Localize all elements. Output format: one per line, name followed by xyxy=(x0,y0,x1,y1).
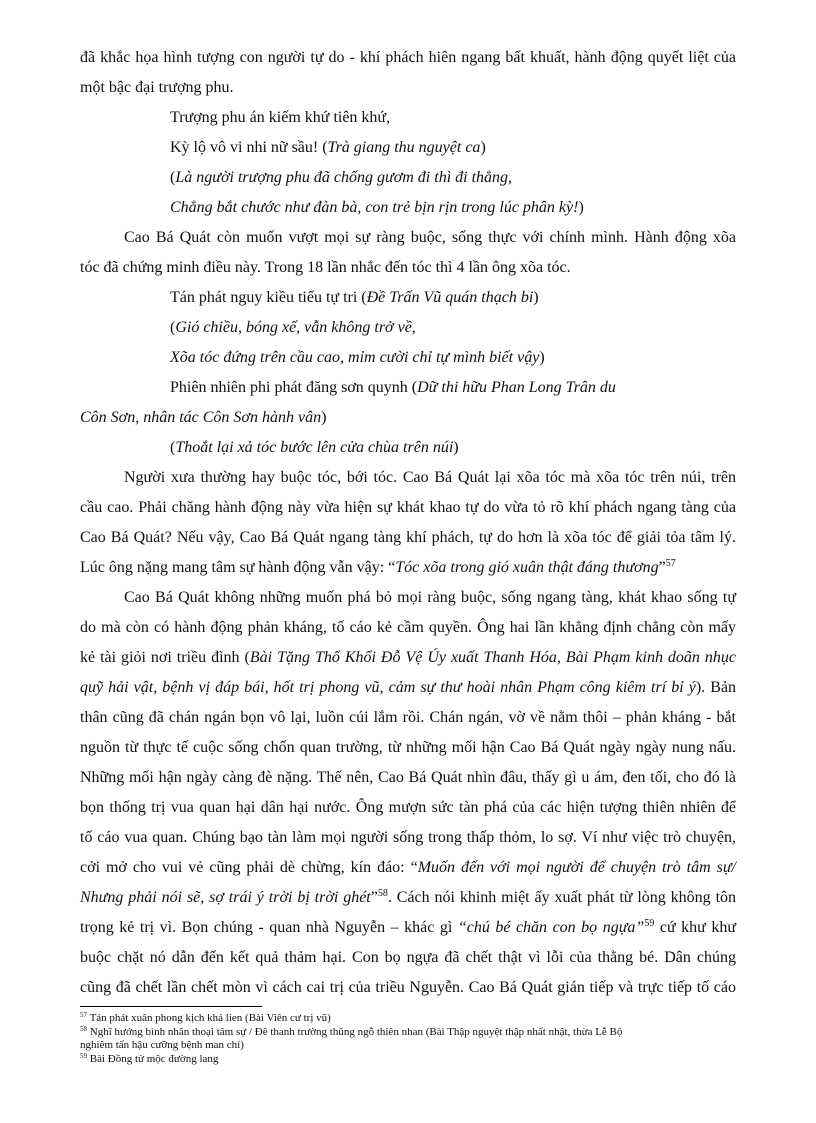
quote: Nhưng phải nói sẽ, sợ trái ý trời bị trời ghét xyxy=(80,889,371,906)
text-line: tóc đã chứng minh điều này. Trong 18 lần nhắc đến tóc thì 4 lần ông xõa tóc. xyxy=(80,259,571,276)
poem-title: Đề Trấn Vũ quán thạch bi xyxy=(366,289,534,306)
poem-translation-line: Xõa tóc đứng trên cầu cao, mỉm cười chỉ tự mình biết vậy) xyxy=(170,349,545,366)
text-line: buộc chặt nó dẫn đến kết quả thảm hại. Con bọ ngựa đã chết thật vì lỗi của thằng bé. Dân chúng xyxy=(80,949,736,966)
footnote-ref: 57 xyxy=(665,558,676,569)
footnote-separator xyxy=(80,1006,262,1007)
poem-line: Trượng phu án kiếm khứ tiên khứ, xyxy=(170,109,391,126)
poem-title: Bài Tặng Thổ Khối Đỗ Vệ Úy xuất Thanh Hóa, Bài Phạm kinh doãn nhục xyxy=(249,649,737,666)
text-line: đã khắc họa hình tượng con người tự do - khí phách hiên ngang bất khuất, hành động quyết liệt của xyxy=(80,49,736,66)
poem-title-continuation: Côn Sơn, nhân tác Côn Sơn hành vân) xyxy=(80,409,327,426)
poem-translation-line: Chẳng bắt chước như đàn bà, con trẻ bịn rịn trong lúc phân kỳ!) xyxy=(170,199,584,216)
poem-title: Dữ thi hữu Phan Long Trân du xyxy=(417,379,616,396)
footnote: $^{59}$ Bài Đồng tử mộc đường lang xyxy=(80,1052,219,1065)
text-line: cầu cao. Phải chăng hành động này vừa hiện sự khát khao tự do vừa tỏ rõ khí phách ngang tàng của xyxy=(80,499,736,516)
footnote-ref: 58 xyxy=(377,888,388,899)
quote: “chú bé chăn con bọ ngựa” xyxy=(457,919,645,936)
poem-translation-line: (Gió chiều, bóng xế, vẫn không trở về, xyxy=(170,319,416,336)
poem-translation-line: (Thoắt lại xả tóc bước lên cửa chùa trên núi) xyxy=(170,439,459,456)
text-line: nguồn từ thực tế cuộc sống chốn quan trường, từ những mối hận Cao Bá Quát ngày ngày nung nấu. xyxy=(80,739,736,756)
text-line: thân cũng đã chán ngán bọn vô lại, luồn cúi lắm rồi. Chán ngán, vờ về nằm thôi – phản kháng - bắt xyxy=(80,709,736,726)
poem-title: Trà giang thu nguyệt ca xyxy=(327,139,481,156)
poem-line: Tán phát nguy kiều tiếu tự tri (Đề Trấn Vũ quán thạch bi) xyxy=(170,289,539,306)
text-line: quỹ hải vật, bệnh vị đáp bái, hốt trị phong vũ, cảm sự thư hoài nhân Phạm công kiêm trí bỉ ý). Bản xyxy=(80,679,736,696)
text-line: do mà còn có hành động phản kháng, tố cáo kẻ cầm quyền. Ông hai lần khẳng định chẳng còn mấy xyxy=(80,619,736,636)
text-line: trọng kẻ trị vì. Bọn chúng - quan nhà Nguyễn – khác gì “chú bé chăn con bọ ngựa”$^{59}$ cứ khư khư xyxy=(80,918,736,936)
text-line: Nhưng phải nói sẽ, sợ trái ý trời bị trời ghét”$^{58}$. Cách nói khinh miệt ấy xuất phát từ lòng không tôn xyxy=(80,888,737,906)
text-line: kẻ tài giỏi nơi triều đình (Bài Tặng Thổ Khối Đỗ Vệ Úy xuất Thanh Hóa, Bài Phạm kinh doãn nhục xyxy=(80,649,737,666)
paragraph-first-line: Cao Bá Quát không những muốn phá bỏ mọi ràng buộc, sống ngang tàng, khát khao sống tự xyxy=(124,589,736,606)
text-line: bọn thống trị vua quan hại dân hại nước. Ông mượn sức tàn phá của các hiện tượng thiên nhiên để xyxy=(80,799,736,816)
text-line: tố cáo vua quan. Chúng bạo tàn làm mọi người sống trong thấp thỏm, lo sợ. Ví như việc trò chuyện, xyxy=(80,829,736,846)
poem-translation-line: (Là người trượng phu đã chống gươm đi thì đi thẳng, xyxy=(170,169,513,186)
quote: Tóc xõa trong gió xuân thật đáng thương xyxy=(395,559,659,576)
text-line: Cao Bá Quát? Nếu vậy, Cao Bá Quát ngang tàng khí phách, tự do hơn là xõa tóc để giải tỏa tâm lý. xyxy=(80,529,736,546)
text-line: Lúc ông nặng mang tâm sự hành động vẫn vậy: “Tóc xõa trong gió xuân thật đáng thương”$^{57}$ xyxy=(80,558,676,576)
poem-title: quỹ hải vật, bệnh vị đáp bái, hốt trị phong vũ, cảm sự thư hoài nhân Phạm công kiêm trí bỉ ý xyxy=(80,679,696,696)
footnote: $^{57}$ Tán phát xuân phong kịch khả lien (Bài Viên cư trị vũ) xyxy=(80,1011,331,1024)
quote: Muốn đến với mọi người để chuyện trò tâm sự/ xyxy=(417,859,737,876)
text-line: cũng đã chết lần chết mòn vì cách cai trị của triều Nguyễn. Cao Bá Quát gián tiếp và trực tiếp tố cáo xyxy=(80,979,736,996)
poem-line: Phiên nhiên phi phát đăng sơn quynh (Dữ thi hữu Phan Long Trân du xyxy=(170,379,616,396)
paragraph-first-line: Người xưa thường hay buộc tóc, bới tóc. Cao Bá Quát lại xõa tóc mà xõa tóc trên núi, trên xyxy=(124,469,736,486)
text-line: cởi mở cho vui vẻ cũng phải dè chừng, kín đáo: “Muốn đến với mọi người để chuyện trò tâm sự/ xyxy=(80,859,737,876)
footnote-ref: 59 xyxy=(644,918,655,929)
text-line: Những mối hận ngày càng đè nặng. Thế nên, Cao Bá Quát nhìn đâu, thấy gì u ám, đen tối, cho đó là xyxy=(80,769,736,786)
poem-line: Kỳ lộ vô vi nhi nữ sầu! (Trà giang thu nguyệt ca) xyxy=(170,139,486,156)
footnote: $^{58}$ Nghĩ hướng bình nhân thoại tâm sự / Đê thanh trường thũng ngỗ thiên nhan (Bài Thập nguyệt thập nhất nhật, thừa Lễ Bộ xyxy=(80,1025,623,1038)
text-line: một bậc đại trượng phu. xyxy=(80,79,234,96)
footnote-continuation: nghiêm tấn hậu cưỡng bệnh man chí) xyxy=(80,1039,244,1051)
paragraph-first-line: Cao Bá Quát còn muốn vượt mọi sự ràng buộc, sống thực với chính mình. Hành động xõa xyxy=(124,229,736,246)
